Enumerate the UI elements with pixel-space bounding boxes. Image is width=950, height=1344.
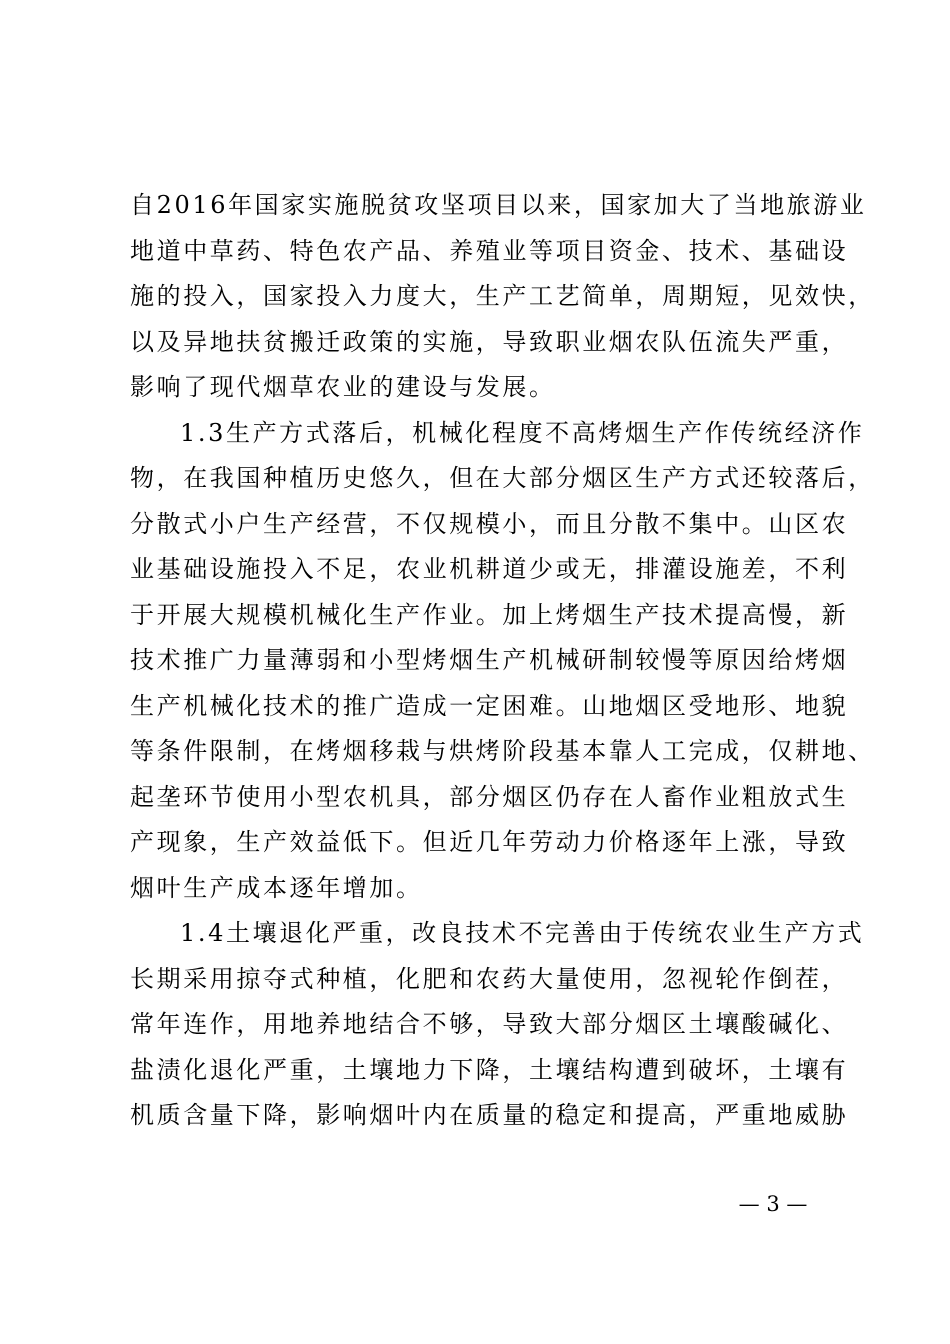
body-text [130,183,875,1139]
text-line: 影响了现代烟草农业的建设与发展。 [130,373,556,401]
text-line: 业基础设施投入不足，农业机耕道少或无，排灌设施差，不利 [130,555,849,583]
text-line: 施的投入，国家投入力度大，生产工艺简单，周期短，见效快， [130,282,875,310]
text-line: 生产机械化技术的推广造成一定困难。山地烟区受地形、地貌 [130,691,849,720]
text-line: 等条件限制，在烤烟移栽与烘烤阶段基本靠人工完成，仅耕地、 [130,737,875,765]
text-line: 机质含量下降，影响烟叶内在质量的稳定和提高，严重地威胁 [130,1101,849,1129]
text-line: 盐渍化退化严重，土壤地力下降，土壤结构遭到破坏，土壤有 [130,1055,849,1084]
text-line: 以及异地扶贫搬迁政策的实施，导致职业烟农队伍流失严重， [130,327,849,356]
text-line: 烟叶生产成本逐年增加。 [130,873,423,902]
text-line: 地道中草药、特色农产品、养殖业等项目资金、技术、基础设 [130,236,849,265]
section-heading-line: 1.4土壤退化严重，改良技术不完善由于传统农业生产方式 [180,919,865,947]
page-number: — 3 — [738,1192,808,1216]
section-heading-line: 1.3生产方式落后，机械化程度不高烤烟生产作传统经济作 [180,418,865,447]
text-line: 自2016年国家实施脱贫攻坚项目以来，国家加大了当地旅游业 [130,191,867,219]
text-line: 常年连作，用地养地结合不够，导致大部分烟区土壤酸碱化、 [130,1010,849,1038]
text-line: 分散式小户生产经营，不仅规模小，而且分散不集中。山区农 [130,509,849,538]
text-line: 物，在我国种植历史悠久，但在大部分烟区生产方式还较落后， [130,464,875,492]
text-line: 于开展大规模机械化生产作业。加上烤烟生产技术提高慢，新 [130,600,849,629]
text-line: 长期采用掠夺式种植，化肥和农药大量使用，忽视轮作倒茬， [130,964,849,993]
text-line: 起垄环节使用小型农机具，部分烟区仍存在人畜作业粗放式生 [130,782,849,811]
text-line: 产现象，生产效益低下。但近几年劳动力价格逐年上涨，导致 [130,828,849,856]
text-line: 技术推广力量薄弱和小型烤烟生产机械研制较慢等原因给烤烟 [130,646,849,674]
